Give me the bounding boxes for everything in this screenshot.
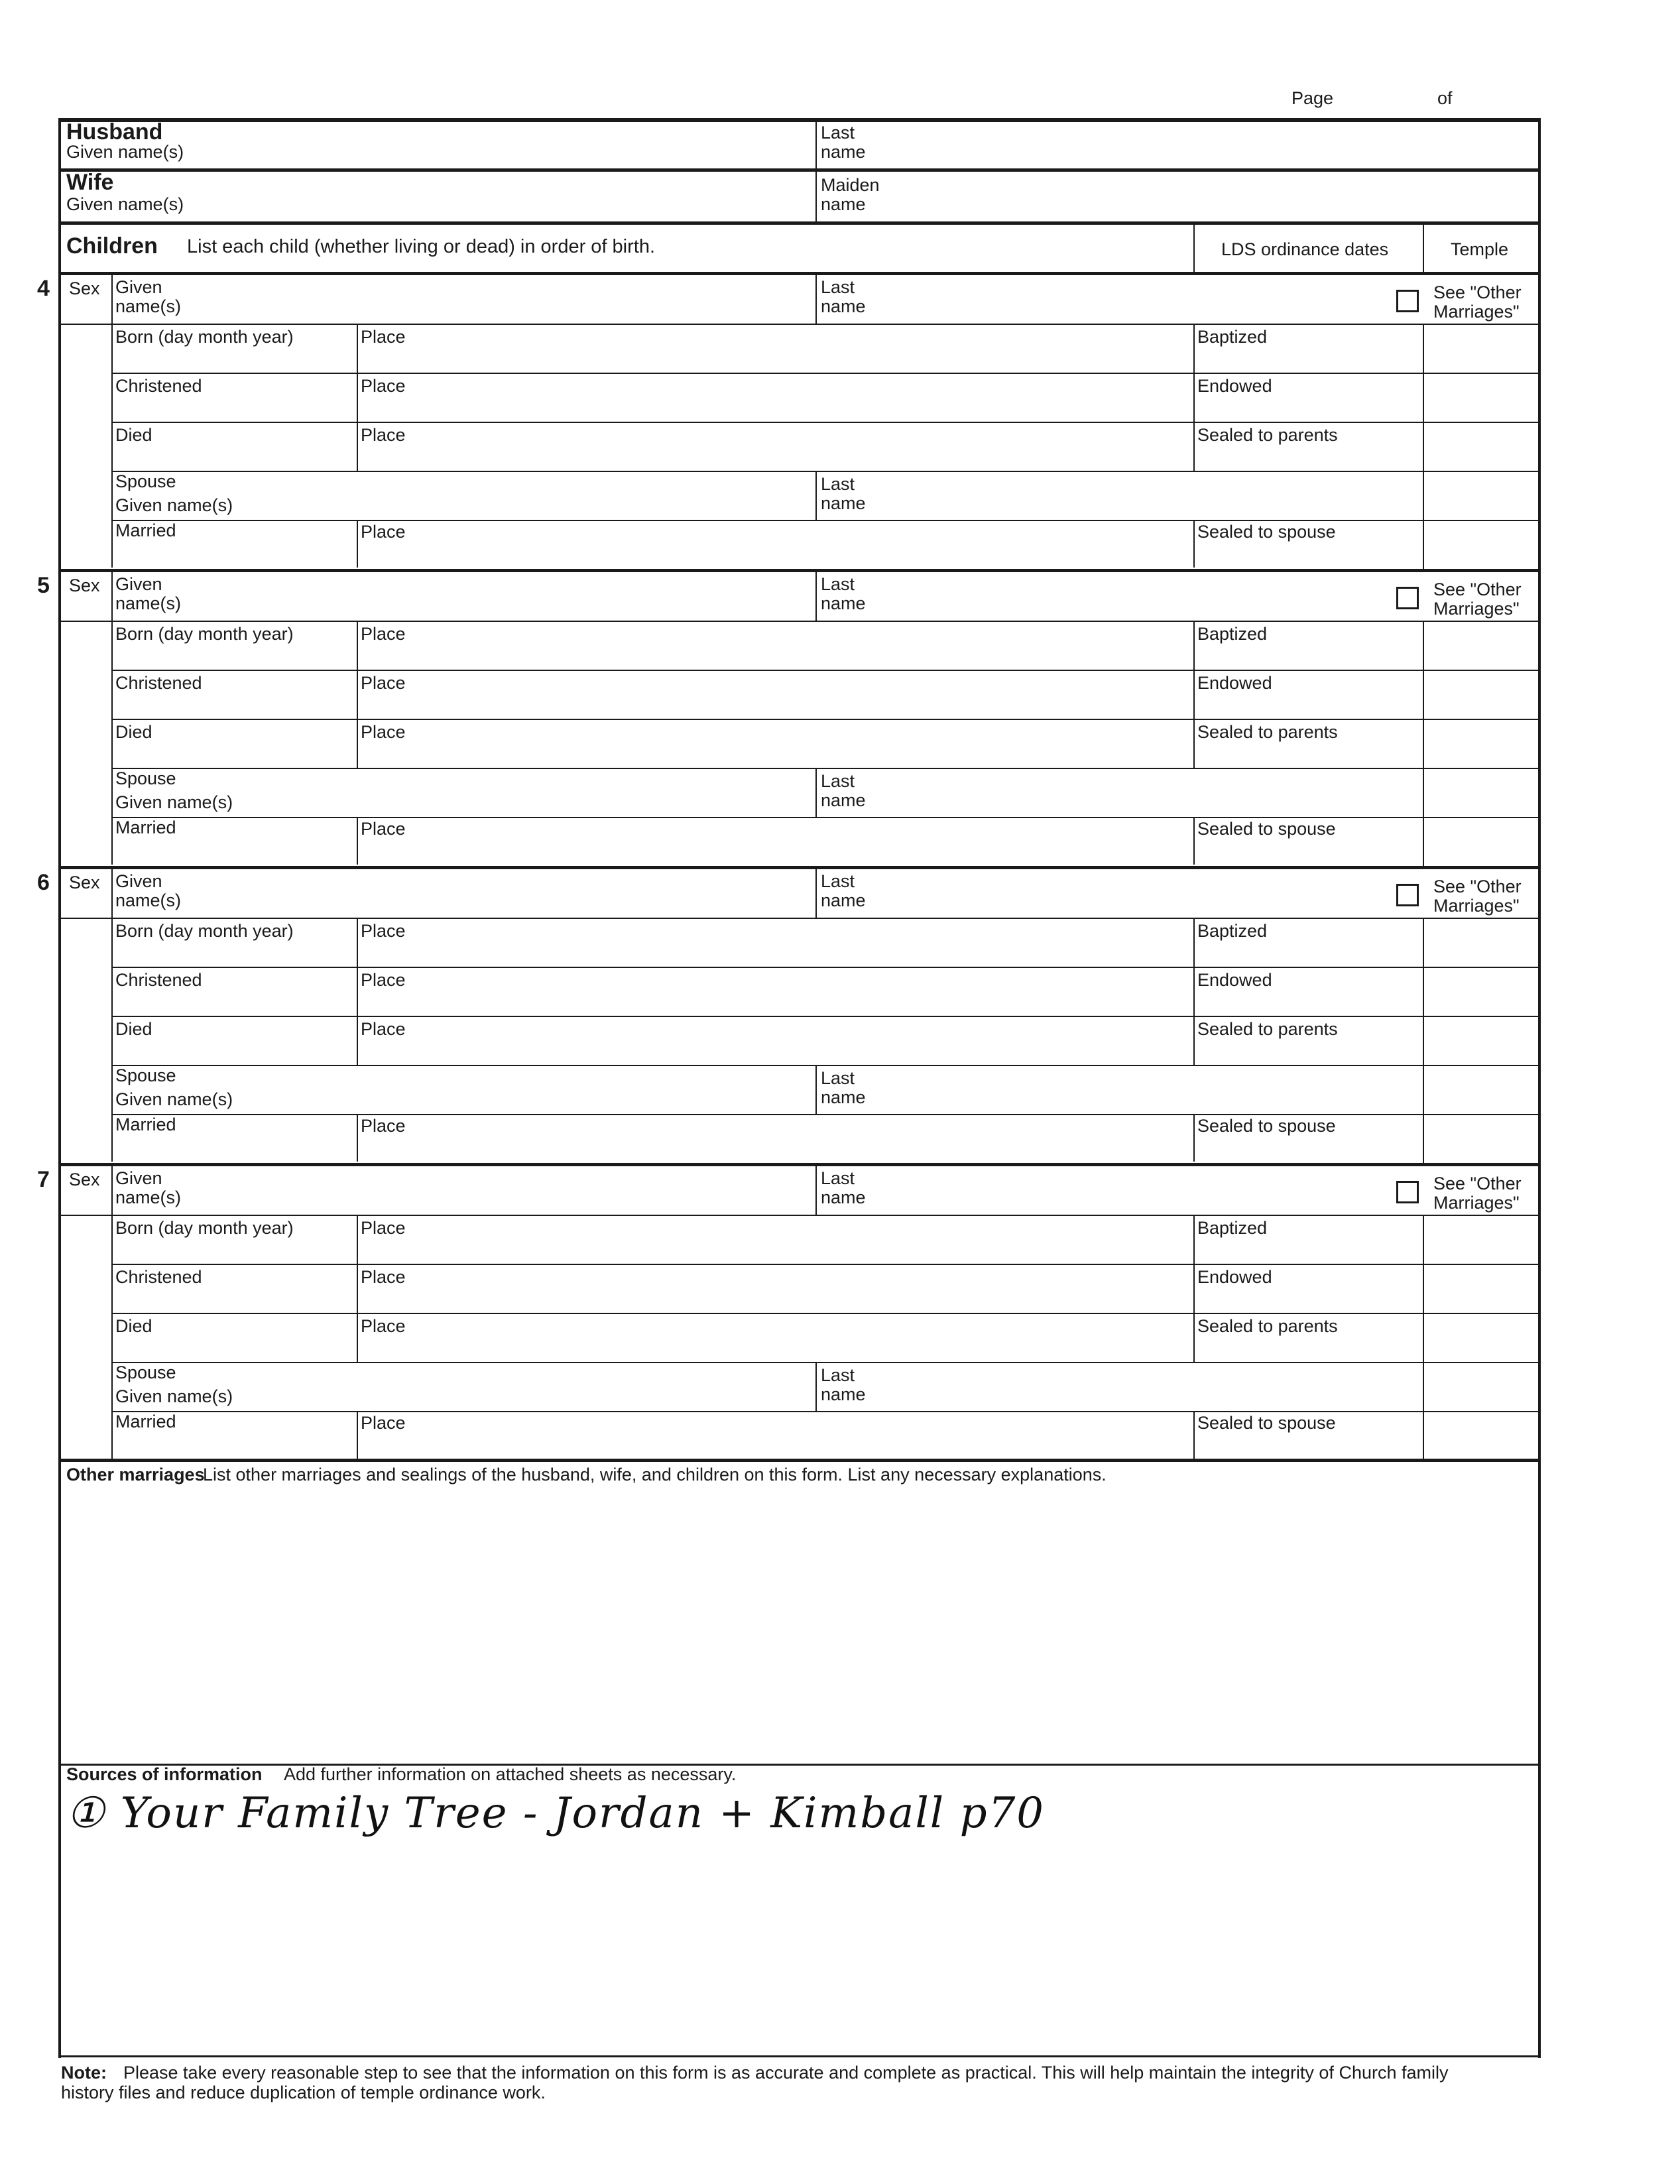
child-place-divider (357, 1264, 358, 1313)
child-married-date-field[interactable] (114, 1115, 354, 1160)
child-married-label: Married (115, 1412, 176, 1431)
child-sealed-to-spouse-date-field[interactable] (1196, 1412, 1420, 1457)
child-christened-place-label: Place (361, 1267, 406, 1287)
child-christened-place-field[interactable] (359, 968, 1191, 1014)
child-baptized-temple-field[interactable] (1425, 622, 1537, 668)
child-spouse-last-divider (815, 768, 817, 817)
child-sealed-to-parents-date-field[interactable] (1196, 1314, 1420, 1361)
child-born-label: Born (day month year) (115, 624, 294, 644)
child-given-name-field[interactable] (114, 869, 813, 917)
child-last-label-line1: Last (821, 871, 855, 891)
child-spouse-last-divider (815, 1065, 817, 1114)
child-married-place-field[interactable] (359, 818, 1191, 863)
child-last-label-line1: Last (821, 277, 855, 297)
child-lds-divider (1193, 621, 1195, 670)
child-died-label: Died (115, 1316, 152, 1336)
child-married-place-field[interactable] (359, 1412, 1191, 1457)
lds-ordinance-dates-label: LDS ordinance dates (1221, 239, 1389, 259)
children-header-divider-2 (1423, 224, 1424, 272)
child-given-label-line1: Given (115, 277, 162, 297)
husband-bottom-line (58, 168, 1541, 172)
child-died-date-field[interactable] (114, 720, 354, 766)
child-spouse-last-name-field[interactable] (818, 1066, 1382, 1113)
see-other-marriages-checkbox[interactable] (1396, 290, 1419, 312)
child-died-place-label: Place (361, 1019, 406, 1039)
child-married-label: Married (115, 520, 176, 540)
child-sealed-to-parents-label: Sealed to parents (1197, 425, 1338, 445)
child-married-place-divider (357, 1411, 358, 1459)
child-born-place-field[interactable] (359, 622, 1191, 668)
child-married-label: Married (115, 1115, 176, 1134)
child-married-date-field[interactable] (114, 1412, 354, 1457)
child-lds-divider (1193, 324, 1195, 373)
child-sealed-to-spouse-label: Sealed to spouse (1197, 1413, 1336, 1433)
child-given-label-line2: name(s) (115, 593, 182, 613)
wife-given-name-field[interactable] (64, 172, 813, 221)
see-other-marriages-checkbox[interactable] (1396, 884, 1419, 906)
child-last-label-line2: name (821, 890, 866, 910)
child-spouse-label-line1: Spouse (115, 768, 176, 788)
child-spouse-label-line1: Spouse (115, 1363, 176, 1382)
child-number: 5 (37, 573, 50, 598)
see-other-marriages-label-line1: See "Other (1433, 579, 1522, 599)
child-place-divider (357, 422, 358, 471)
child-place-divider (357, 719, 358, 768)
child-given-label-line2: name(s) (115, 296, 182, 316)
sources-instruction: Add further information on attached sheets as necessary. (284, 1764, 737, 1784)
child-married-place-divider (357, 1114, 358, 1162)
child-given-label-line2: name(s) (115, 890, 182, 910)
child-christened-place-label: Place (361, 673, 406, 693)
see-other-marriages-label-line2: Marriages" (1433, 896, 1520, 916)
child-lds-divider (1193, 967, 1195, 1016)
wife-maiden-label-line2: name (821, 194, 866, 214)
child-spouse-last-label-line1: Last (821, 771, 855, 791)
frame-bottom-border (58, 2055, 1541, 2057)
husband-given-label: Given name(s) (66, 142, 184, 162)
child-last-divider (815, 275, 817, 324)
child-sealed-to-spouse-label: Sealed to spouse (1197, 522, 1336, 542)
child-married-place-field[interactable] (359, 521, 1191, 566)
see-other-marriages-label-line1: See "Other (1433, 877, 1522, 896)
child-sealed-to-spouse-date-field[interactable] (1196, 818, 1420, 863)
child-temple-divider (1423, 1215, 1424, 1462)
child-sealed-to-spouse-date-field[interactable] (1196, 521, 1420, 566)
child-given-label-line1: Given (115, 871, 162, 891)
child-endowed-date-field[interactable] (1196, 671, 1420, 717)
child-baptized-date-field[interactable] (1196, 325, 1420, 371)
child-last-label-line1: Last (821, 1168, 855, 1188)
child-lds-divider (1193, 373, 1195, 422)
child-spouse-given-name-field[interactable] (114, 472, 813, 518)
temple-label: Temple (1451, 239, 1509, 259)
child-lds-divider (1193, 1313, 1195, 1362)
child-christened-date-field[interactable] (114, 968, 354, 1014)
child-married-lds-divider (1193, 1114, 1195, 1162)
child-last-divider (815, 572, 817, 621)
child-endowed-label: Endowed (1197, 673, 1272, 693)
child-died-place-field[interactable] (359, 1314, 1191, 1361)
child-lds-divider (1193, 918, 1195, 967)
child-lds-divider (1193, 1264, 1195, 1313)
child-christened-label: Christened (115, 376, 202, 396)
husband-last-label-line1: Last (821, 123, 855, 143)
husband-given-name-field[interactable] (64, 121, 813, 168)
child-name-column-divider (111, 324, 113, 568)
wife-bottom-line (58, 221, 1541, 225)
child-died-place-field[interactable] (359, 423, 1191, 469)
child-lds-divider (1193, 1215, 1195, 1264)
child-spouse-last-divider (815, 471, 817, 520)
page-of-label: of (1437, 88, 1453, 108)
child-married-place-label: Place (361, 1413, 406, 1433)
child-christened-place-label: Place (361, 970, 406, 990)
child-endowed-temple-field[interactable] (1425, 968, 1537, 1014)
child-given-label-line1: Given (115, 1168, 162, 1188)
child-born-place-field[interactable] (359, 325, 1191, 371)
child-lds-divider (1193, 670, 1195, 719)
frame-left-border (58, 118, 61, 2058)
child-temple-divider (1423, 324, 1424, 571)
child-spouse-last-label-line1: Last (821, 474, 855, 494)
child-born-date-field[interactable] (114, 1216, 354, 1262)
child-spouse-last-label-line2: name (821, 493, 866, 513)
child-given-label-line2: name(s) (115, 1187, 182, 1207)
child-born-place-label: Place (361, 327, 406, 347)
husband-last-label-line2: name (821, 142, 866, 162)
child-sealed-to-parents-temple-field[interactable] (1425, 1017, 1537, 1063)
children-header-divider-1 (1193, 224, 1195, 272)
child-given-name-field[interactable] (114, 1166, 813, 1214)
child-temple-divider (1423, 918, 1424, 1165)
child-place-divider (357, 1215, 358, 1264)
child-sex-divider (111, 1166, 113, 1215)
see-other-marriages-checkbox[interactable] (1396, 1181, 1419, 1203)
child-born-place-label: Place (361, 921, 406, 941)
child-christened-date-field[interactable] (114, 374, 354, 420)
child-sex-field[interactable] (61, 893, 110, 920)
child-spouse-label-line2: Given name(s) (115, 1089, 233, 1109)
children-bottom-rule (58, 1459, 1541, 1462)
child-born-place-field[interactable] (359, 919, 1191, 965)
child-last-label-line2: name (821, 296, 866, 316)
child-endowed-temple-field[interactable] (1425, 671, 1537, 717)
child-married-lds-divider (1193, 817, 1195, 865)
child-spouse-last-label-line1: Last (821, 1365, 855, 1385)
child-last-name-field[interactable] (818, 869, 1382, 917)
child-sealed-to-parents-label: Sealed to parents (1197, 1019, 1338, 1039)
child-place-divider (357, 621, 358, 670)
child-spouse-last-label-line2: name (821, 1087, 866, 1107)
child-married-lds-divider (1193, 520, 1195, 568)
child-name-column-divider (111, 918, 113, 1162)
child-baptized-label: Baptized (1197, 624, 1268, 644)
child-born-label: Born (day month year) (115, 327, 294, 347)
child-sealed-to-parents-date-field[interactable] (1196, 1017, 1420, 1063)
child-place-divider (357, 1313, 358, 1362)
child-lds-divider (1193, 719, 1195, 768)
child-baptized-temple-field[interactable] (1425, 919, 1537, 965)
child-endowed-date-field[interactable] (1196, 968, 1420, 1014)
child-sex-bottom-rule (58, 918, 111, 919)
child-born-date-field[interactable] (114, 325, 354, 371)
child-died-place-label: Place (361, 425, 406, 445)
wife-given-label: Given name(s) (66, 194, 184, 214)
child-endowed-label: Endowed (1197, 376, 1272, 396)
child-christened-place-field[interactable] (359, 374, 1191, 420)
child-place-divider (357, 324, 358, 373)
child-endowed-date-field[interactable] (1196, 1265, 1420, 1311)
page-label: Page (1291, 88, 1334, 108)
child-lds-divider (1193, 1016, 1195, 1065)
wife-maiden-label-line1: Maiden (821, 175, 880, 195)
child-christened-label: Christened (115, 1267, 202, 1287)
child-name-column-divider (111, 1215, 113, 1459)
child-sex-label: Sex (69, 576, 100, 595)
child-died-date-field[interactable] (114, 1017, 354, 1063)
wife-title: Wife (66, 170, 114, 195)
child-spouse-label-line1: Spouse (115, 471, 176, 491)
child-born-date-field[interactable] (114, 919, 354, 965)
child-spouse-given-name-field[interactable] (114, 769, 813, 816)
child-lds-divider (1193, 422, 1195, 471)
sources-title: Sources of information (66, 1764, 263, 1784)
child-given-label-line1: Given (115, 574, 162, 594)
wife-divider (815, 172, 817, 222)
child-spouse-given-name-field[interactable] (114, 1066, 813, 1113)
child-died-date-field[interactable] (114, 423, 354, 469)
child-married-place-label: Place (361, 522, 406, 542)
child-born-place-label: Place (361, 624, 406, 644)
child-sealed-to-spouse-label: Sealed to spouse (1197, 1116, 1336, 1136)
child-sex-label: Sex (69, 1170, 100, 1189)
child-christened-label: Christened (115, 970, 202, 990)
child-born-label: Born (day month year) (115, 1218, 294, 1238)
child-place-divider (357, 1016, 358, 1065)
child-sex-field[interactable] (61, 1190, 110, 1217)
child-number: 7 (37, 1167, 50, 1192)
child-sealed-to-parents-temple-field[interactable] (1425, 720, 1537, 766)
child-spouse-label-line2: Given name(s) (115, 1386, 233, 1406)
child-last-label-line2: name (821, 1187, 866, 1207)
child-endowed-date-field[interactable] (1196, 374, 1420, 420)
husband-title: Husband (66, 119, 163, 145)
husband-divider (815, 122, 817, 170)
child-sealed-to-spouse-temple-field[interactable] (1425, 1412, 1537, 1457)
see-other-marriages-label-line2: Marriages" (1433, 302, 1520, 322)
child-married-place-label: Place (361, 819, 406, 839)
child-baptized-date-field[interactable] (1196, 1216, 1420, 1262)
child-last-name-field[interactable] (818, 275, 1382, 323)
child-sealed-to-spouse-temple-field[interactable] (1425, 818, 1537, 863)
child-endowed-label: Endowed (1197, 1267, 1272, 1287)
child-temple-divider (1423, 621, 1424, 868)
child-endowed-temple-field[interactable] (1425, 374, 1537, 420)
child-died-place-label: Place (361, 722, 406, 742)
child-spouse-last-divider (815, 1362, 817, 1411)
child-married-lds-divider (1193, 1411, 1195, 1459)
husband-last-name-field[interactable] (818, 122, 1537, 170)
children-title: Children (66, 233, 158, 259)
other-marriages-title: Other marriages (66, 1465, 205, 1485)
child-sealed-to-parents-temple-field[interactable] (1425, 1314, 1537, 1361)
child-spouse-last-name-field[interactable] (818, 1363, 1382, 1410)
sources-handwritten-entry: ① Your Family Tree - Jordan + Kimball p70 (66, 1789, 1045, 1838)
see-other-marriages-label-line2: Marriages" (1433, 599, 1520, 619)
child-last-divider (815, 869, 817, 918)
see-other-marriages-label-line2: Marriages" (1433, 1193, 1520, 1213)
child-sealed-to-spouse-temple-field[interactable] (1425, 1115, 1537, 1160)
child-died-date-field[interactable] (114, 1314, 354, 1361)
child-spouse-last-label-line2: name (821, 1384, 866, 1404)
child-last-label-line2: name (821, 593, 866, 613)
child-spouse-label-line2: Given name(s) (115, 792, 233, 812)
child-sealed-to-parents-label: Sealed to parents (1197, 1316, 1338, 1336)
child-christened-place-field[interactable] (359, 1265, 1191, 1311)
child-sex-bottom-rule (58, 324, 111, 325)
other-marriages-field[interactable] (64, 1488, 1535, 1761)
see-other-marriages-label-line1: See "Other (1433, 1174, 1522, 1193)
child-place-divider (357, 670, 358, 719)
child-sex-field[interactable] (61, 596, 110, 623)
child-sex-divider (111, 275, 113, 324)
child-sealed-to-parents-label: Sealed to parents (1197, 722, 1338, 742)
child-spouse-last-name-field[interactable] (818, 472, 1382, 518)
child-number: 4 (37, 276, 50, 301)
child-given-name-field[interactable] (114, 275, 813, 323)
child-christened-date-field[interactable] (114, 671, 354, 717)
child-married-place-divider (357, 817, 358, 865)
child-spouse-last-label-line1: Last (821, 1068, 855, 1088)
child-place-divider (357, 918, 358, 967)
child-died-place-field[interactable] (359, 720, 1191, 766)
child-sealed-to-parents-date-field[interactable] (1196, 720, 1420, 766)
child-place-divider (357, 967, 358, 1016)
children-instruction: List each child (whether living or dead) in order of birth. (187, 236, 656, 257)
child-christened-place-label: Place (361, 376, 406, 396)
child-sex-field[interactable] (61, 299, 110, 326)
child-endowed-temple-field[interactable] (1425, 1265, 1537, 1311)
note-text-line1: Please take every reasonable step to see that the information on this form is as accurate and complete as practical. This will help maintain the integrity of Church family (123, 2063, 1449, 2083)
child-spouse-label-line2: Given name(s) (115, 495, 233, 515)
child-spouse-last-label-line2: name (821, 790, 866, 810)
child-last-label-line1: Last (821, 574, 855, 594)
child-married-place-divider (357, 520, 358, 568)
child-baptized-date-field[interactable] (1196, 919, 1420, 965)
child-born-place-field[interactable] (359, 1216, 1191, 1262)
child-sex-label: Sex (69, 278, 100, 298)
child-place-divider (357, 373, 358, 422)
child-christened-label: Christened (115, 673, 202, 693)
child-sealed-to-spouse-temple-field[interactable] (1425, 521, 1537, 566)
child-number: 6 (37, 870, 50, 895)
child-baptized-label: Baptized (1197, 1218, 1268, 1238)
child-last-name-field[interactable] (818, 1166, 1382, 1214)
child-married-date-field[interactable] (114, 521, 354, 566)
note-text-line2: history files and reduce duplication of temple ordinance work. (61, 2083, 546, 2102)
child-sealed-to-spouse-date-field[interactable] (1196, 1115, 1420, 1160)
frame-right-border (1538, 118, 1541, 2058)
child-married-label: Married (115, 818, 176, 837)
wife-maiden-name-field[interactable] (818, 172, 1537, 221)
child-sex-bottom-rule (58, 1215, 111, 1216)
child-born-label: Born (day month year) (115, 921, 294, 941)
child-died-label: Died (115, 1019, 152, 1039)
child-endowed-label: Endowed (1197, 970, 1272, 990)
note-label: Note: (61, 2063, 107, 2083)
child-sex-divider (111, 572, 113, 621)
child-spouse-last-name-field[interactable] (818, 769, 1382, 816)
child-born-date-field[interactable] (114, 622, 354, 668)
child-died-label: Died (115, 722, 152, 742)
other-marriages-instruction: List other marriages and sealings of the husband, wife, and children on this form. List any necessary explanations. (203, 1465, 1107, 1485)
child-died-place-label: Place (361, 1316, 406, 1336)
child-sex-label: Sex (69, 873, 100, 892)
child-born-place-label: Place (361, 1218, 406, 1238)
child-spouse-label-line1: Spouse (115, 1065, 176, 1085)
child-sealed-to-parents-date-field[interactable] (1196, 423, 1420, 469)
child-spouse-given-name-field[interactable] (114, 1363, 813, 1410)
child-baptized-label: Baptized (1197, 921, 1268, 941)
child-married-place-label: Place (361, 1116, 406, 1136)
child-name-column-divider (111, 621, 113, 865)
child-baptized-label: Baptized (1197, 327, 1268, 347)
child-married-place-field[interactable] (359, 1115, 1191, 1160)
child-last-divider (815, 1166, 817, 1215)
child-died-place-field[interactable] (359, 1017, 1191, 1063)
child-christened-place-field[interactable] (359, 671, 1191, 717)
see-other-marriages-checkbox[interactable] (1396, 587, 1419, 609)
other-marriages-bottom-line (58, 1764, 1541, 1766)
child-baptized-temple-field[interactable] (1425, 325, 1537, 371)
child-sealed-to-parents-temple-field[interactable] (1425, 423, 1537, 469)
child-baptized-date-field[interactable] (1196, 622, 1420, 668)
child-died-label: Died (115, 425, 152, 445)
child-sex-divider (111, 869, 113, 918)
child-baptized-temple-field[interactable] (1425, 1216, 1537, 1262)
see-other-marriages-label-line1: See "Other (1433, 282, 1522, 302)
child-last-name-field[interactable] (818, 572, 1382, 620)
child-given-name-field[interactable] (114, 572, 813, 620)
child-sealed-to-spouse-label: Sealed to spouse (1197, 819, 1336, 839)
child-sex-bottom-rule (58, 621, 111, 622)
child-christened-date-field[interactable] (114, 1265, 354, 1311)
child-married-date-field[interactable] (114, 818, 354, 863)
